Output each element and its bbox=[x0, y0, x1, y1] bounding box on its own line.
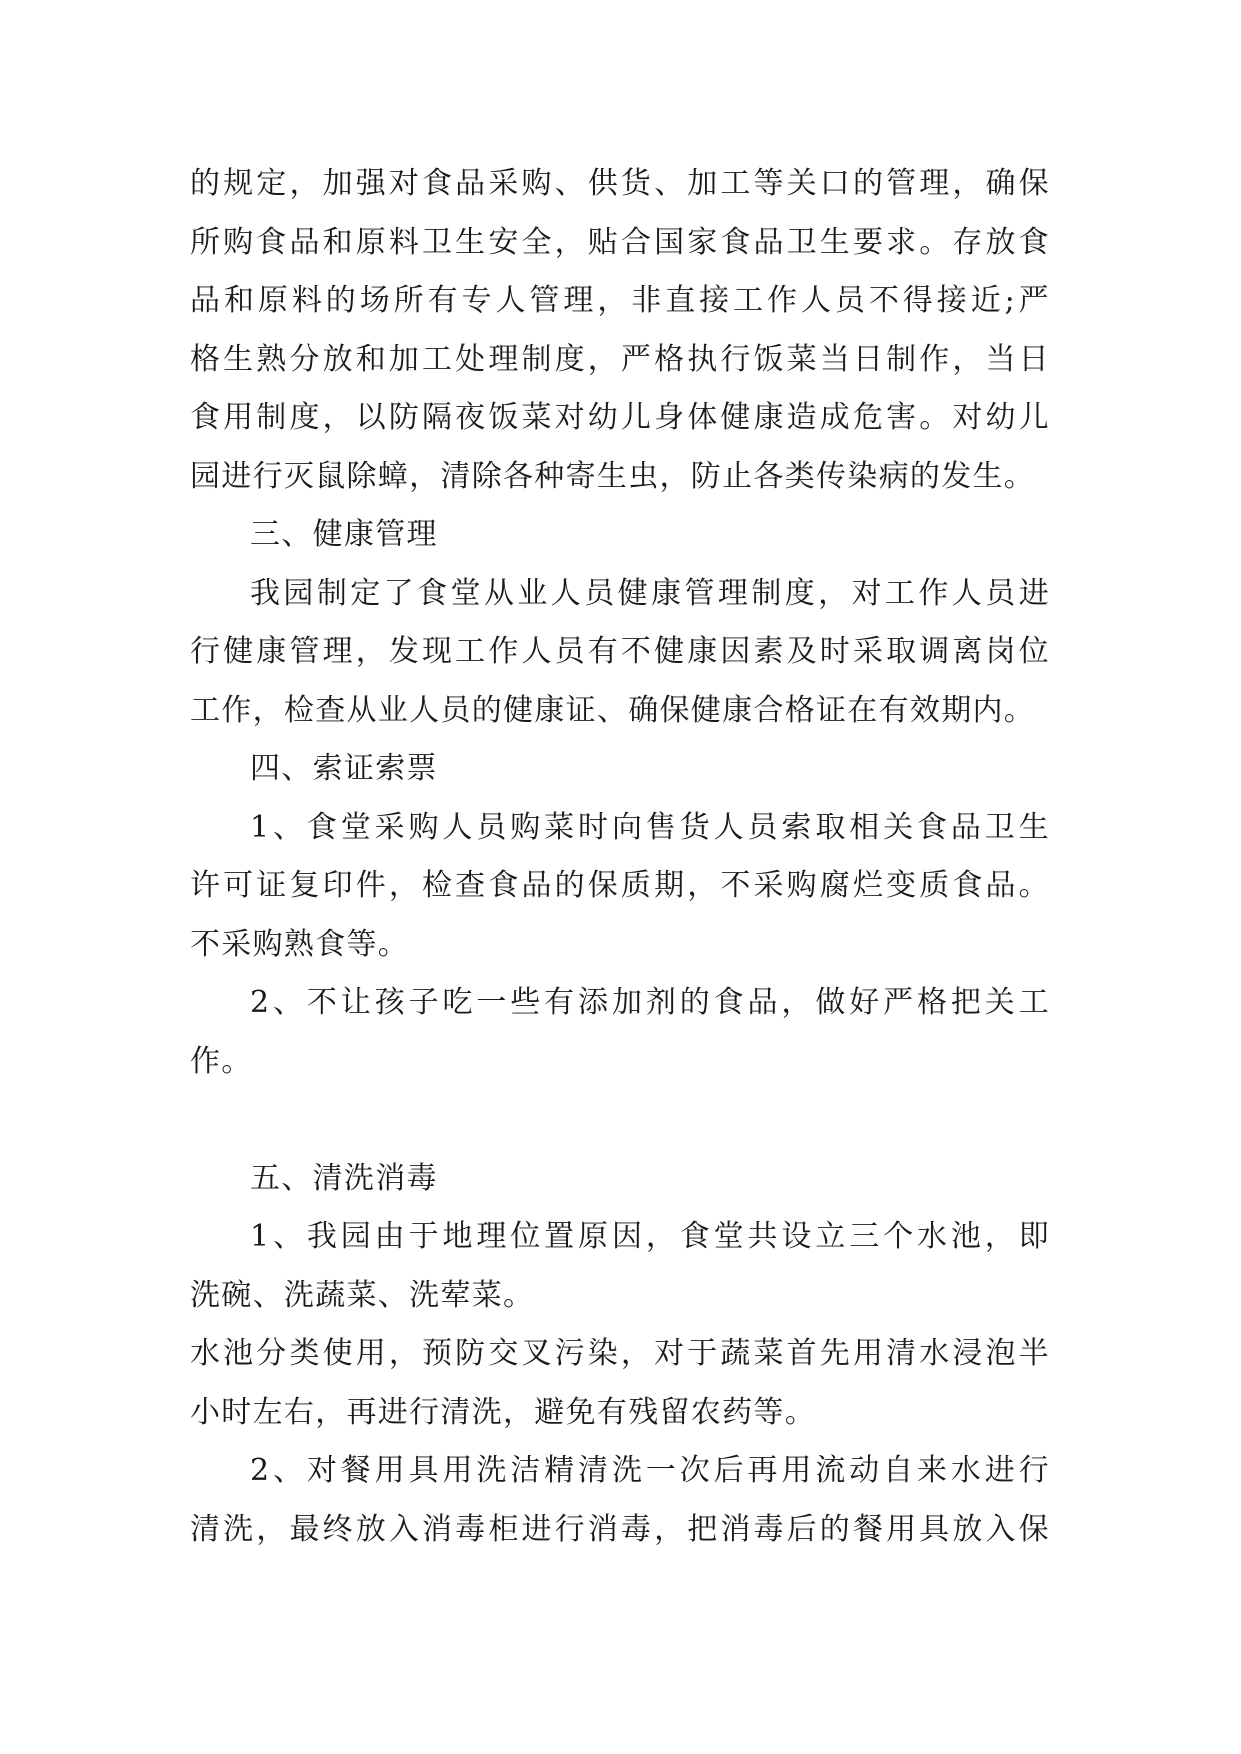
paragraph-line: 所购食品和原料卫生安全，贴合国家食品卫生要求。存放食 bbox=[190, 224, 1050, 260]
paragraph-line: 1、我园由于地理位置原因，食堂共设立三个水池，即 bbox=[250, 1219, 1050, 1254]
paragraph-line: 作。 bbox=[190, 1043, 253, 1079]
paragraph-line: 行健康管理，发现工作人员有不健康因素及时采取调离岗位 bbox=[190, 634, 1050, 669]
paragraph-line: 清洗，最终放入消毒柜进行消毒，把消毒后的餐用具放入保 bbox=[190, 1511, 1050, 1547]
paragraph-line: 食用制度，以防隔夜饭菜对幼儿身体健康造成危害。对幼儿 bbox=[190, 400, 1050, 435]
paragraph-line: 我园制定了食堂从业人员健康管理制度，对工作人员进 bbox=[250, 575, 1050, 611]
paragraph-line: 工作，检查从业人员的健康证、确保健康合格证在有效期内。 bbox=[190, 692, 1036, 728]
section-heading-cleaning: 五、清洗消毒 bbox=[250, 1160, 438, 1196]
paragraph-line: 1、食堂采购人员购菜时向售货人员索取相关食品卫生 bbox=[250, 809, 1050, 845]
blank-line bbox=[190, 1091, 1050, 1150]
paragraph-line: 洗碗、洗蔬菜、洗荤菜。 bbox=[190, 1277, 535, 1313]
paragraph-line: 园进行灭鼠除蟑，清除各种寄生虫，防止各类传染病的发生。 bbox=[190, 458, 1036, 494]
section-heading-health: 三、健康管理 bbox=[250, 517, 438, 552]
paragraph-line: 品和原料的场所有专人管理，非直接工作人员不得接近;严 bbox=[190, 283, 1050, 318]
paragraph-line: 水池分类使用，预防交叉污染，对于蔬菜首先用清水浸泡半 bbox=[190, 1336, 1050, 1371]
section-heading-certificates: 四、索证索票 bbox=[250, 751, 438, 786]
paragraph-line: 许可证复印件，检查食品的保质期，不采购腐烂变质食品。 bbox=[190, 868, 1050, 903]
paragraph-line: 的规定，加强对食品采购、供货、加工等关口的管理，确保 bbox=[190, 166, 1050, 201]
paragraph-line: 2、对餐用具用洗洁精清洗一次后再用流动自来水进行 bbox=[250, 1453, 1050, 1488]
document-body bbox=[190, 155, 1050, 1559]
paragraph-line: 不采购熟食等。 bbox=[190, 926, 410, 962]
paragraph-line: 小时左右，再进行清洗，避免有残留农药等。 bbox=[190, 1394, 816, 1430]
paragraph-line: 2、不让孩子吃一些有添加剂的食品，做好严格把关工 bbox=[250, 985, 1050, 1020]
paragraph-line: 格生熟分放和加工处理制度，严格执行饭菜当日制作，当日 bbox=[190, 341, 1050, 377]
